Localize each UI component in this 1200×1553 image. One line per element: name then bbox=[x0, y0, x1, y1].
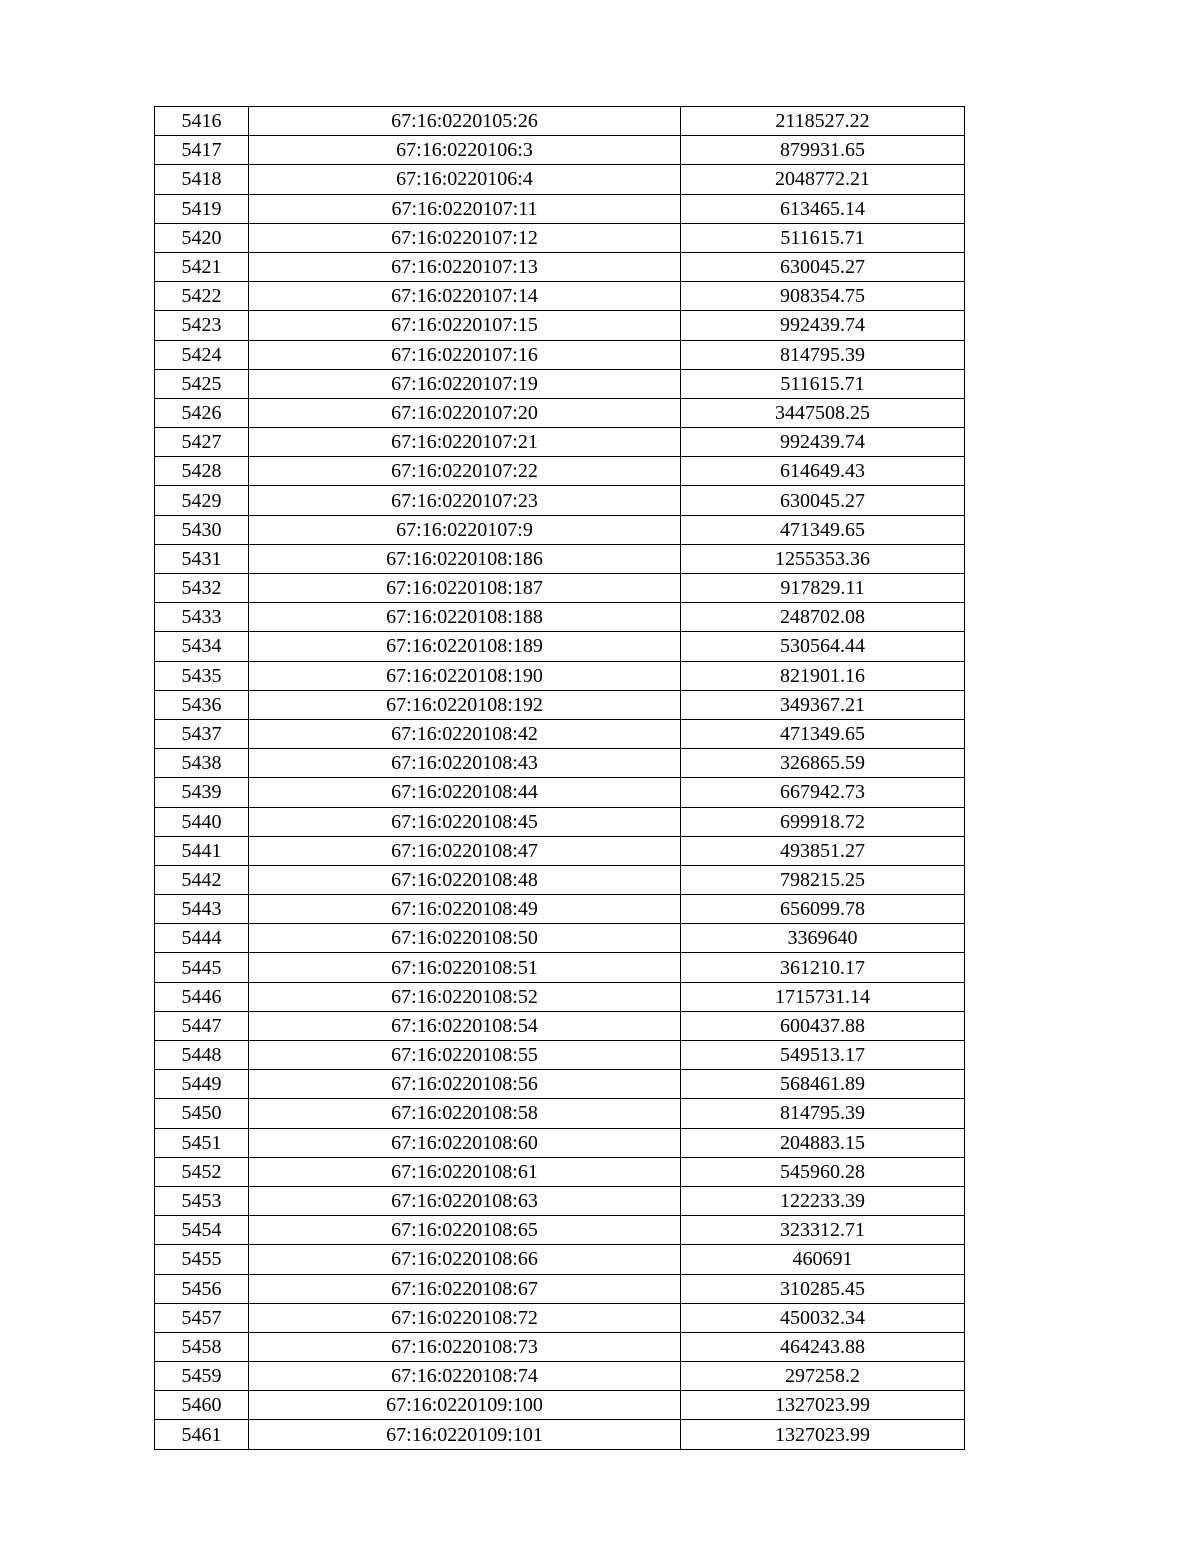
cadastral-value-cell: 471349.65 bbox=[681, 719, 965, 748]
cadastral-number-cell: 67:16:0220107:11 bbox=[249, 194, 681, 223]
cadastral-value-cell: 511615.71 bbox=[681, 223, 965, 252]
cadastral-number-cell: 67:16:0220107:21 bbox=[249, 428, 681, 457]
cadastral-number-cell: 67:16:0220107:20 bbox=[249, 398, 681, 427]
cadastral-number-cell: 67:16:0220107:12 bbox=[249, 223, 681, 252]
row-number-cell: 5444 bbox=[155, 924, 249, 953]
cadastral-number-cell: 67:16:0220109:100 bbox=[249, 1391, 681, 1420]
row-number-cell: 5452 bbox=[155, 1157, 249, 1186]
cadastral-value-cell: 992439.74 bbox=[681, 311, 965, 340]
table-row bbox=[155, 836, 965, 865]
table-row bbox=[155, 194, 965, 223]
row-number-cell: 5434 bbox=[155, 632, 249, 661]
row-number-cell: 5433 bbox=[155, 603, 249, 632]
cadastral-number-cell: 67:16:0220108:188 bbox=[249, 603, 681, 632]
cadastral-number-cell: 67:16:0220107:16 bbox=[249, 340, 681, 369]
cadastral-value-cell: 656099.78 bbox=[681, 895, 965, 924]
cadastral-value-cell: 630045.27 bbox=[681, 252, 965, 281]
cadastral-number-cell: 67:16:0220107:14 bbox=[249, 282, 681, 311]
cadastral-value-cell: 2048772.21 bbox=[681, 165, 965, 194]
cadastral-value-cell: 908354.75 bbox=[681, 282, 965, 311]
cadastral-value-cell: 814795.39 bbox=[681, 340, 965, 369]
cadastral-value-cell: 545960.28 bbox=[681, 1157, 965, 1186]
table-row bbox=[155, 1362, 965, 1391]
row-number-cell: 5422 bbox=[155, 282, 249, 311]
row-number-cell: 5448 bbox=[155, 1041, 249, 1070]
cadastral-number-cell: 67:16:0220109:101 bbox=[249, 1420, 681, 1449]
cadastral-number-cell: 67:16:0220108:48 bbox=[249, 865, 681, 894]
row-number-cell: 5427 bbox=[155, 428, 249, 457]
cadastral-number-cell: 67:16:0220107:9 bbox=[249, 515, 681, 544]
table-row bbox=[155, 865, 965, 894]
table-row bbox=[155, 544, 965, 573]
cadastral-number-cell: 67:16:0220108:45 bbox=[249, 807, 681, 836]
table-row bbox=[155, 223, 965, 252]
table-row bbox=[155, 165, 965, 194]
cadastral-number-cell: 67:16:0220108:56 bbox=[249, 1070, 681, 1099]
cadastral-value-cell: 1715731.14 bbox=[681, 982, 965, 1011]
cadastral-value-cell: 323312.71 bbox=[681, 1216, 965, 1245]
table-row bbox=[155, 982, 965, 1011]
cadastral-number-cell: 67:16:0220105:26 bbox=[249, 107, 681, 136]
table-row bbox=[155, 457, 965, 486]
row-number-cell: 5436 bbox=[155, 690, 249, 719]
table-row bbox=[155, 690, 965, 719]
cadastral-number-cell: 67:16:0220108:73 bbox=[249, 1332, 681, 1361]
table-row bbox=[155, 1041, 965, 1070]
table-row bbox=[155, 1157, 965, 1186]
table-row bbox=[155, 1128, 965, 1157]
cadastral-number-cell: 67:16:0220108:74 bbox=[249, 1362, 681, 1391]
table-row bbox=[155, 1391, 965, 1420]
cadastral-value-cell: 699918.72 bbox=[681, 807, 965, 836]
cadastral-value-cell: 613465.14 bbox=[681, 194, 965, 223]
cadastral-value-cell: 3369640 bbox=[681, 924, 965, 953]
table-row bbox=[155, 953, 965, 982]
cadastral-value-cell: 511615.71 bbox=[681, 369, 965, 398]
cadastral-value-table bbox=[154, 106, 965, 1450]
row-number-cell: 5417 bbox=[155, 136, 249, 165]
cadastral-value-cell: 361210.17 bbox=[681, 953, 965, 982]
table-row bbox=[155, 1011, 965, 1040]
table-row bbox=[155, 1332, 965, 1361]
row-number-cell: 5456 bbox=[155, 1274, 249, 1303]
cadastral-value-cell: 460691 bbox=[681, 1245, 965, 1274]
cadastral-value-cell: 3447508.25 bbox=[681, 398, 965, 427]
table-row bbox=[155, 428, 965, 457]
cadastral-number-cell: 67:16:0220108:52 bbox=[249, 982, 681, 1011]
row-number-cell: 5442 bbox=[155, 865, 249, 894]
cadastral-value-cell: 122233.39 bbox=[681, 1186, 965, 1215]
table-row bbox=[155, 398, 965, 427]
cadastral-number-cell: 67:16:0220107:23 bbox=[249, 486, 681, 515]
cadastral-number-cell: 67:16:0220108:60 bbox=[249, 1128, 681, 1157]
table-row bbox=[155, 661, 965, 690]
row-number-cell: 5443 bbox=[155, 895, 249, 924]
row-number-cell: 5435 bbox=[155, 661, 249, 690]
row-number-cell: 5437 bbox=[155, 719, 249, 748]
cadastral-value-cell: 310285.45 bbox=[681, 1274, 965, 1303]
cadastral-number-cell: 67:16:0220108:189 bbox=[249, 632, 681, 661]
cadastral-value-cell: 297258.2 bbox=[681, 1362, 965, 1391]
table-row bbox=[155, 574, 965, 603]
cadastral-value-cell: 1327023.99 bbox=[681, 1420, 965, 1449]
cadastral-number-cell: 67:16:0220108:66 bbox=[249, 1245, 681, 1274]
cadastral-value-cell: 917829.11 bbox=[681, 574, 965, 603]
row-number-cell: 5420 bbox=[155, 223, 249, 252]
row-number-cell: 5426 bbox=[155, 398, 249, 427]
cadastral-value-cell: 530564.44 bbox=[681, 632, 965, 661]
table-row bbox=[155, 369, 965, 398]
row-number-cell: 5453 bbox=[155, 1186, 249, 1215]
row-number-cell: 5425 bbox=[155, 369, 249, 398]
cadastral-number-cell: 67:16:0220108:67 bbox=[249, 1274, 681, 1303]
cadastral-value-cell: 1327023.99 bbox=[681, 1391, 965, 1420]
row-number-cell: 5447 bbox=[155, 1011, 249, 1040]
cadastral-value-cell: 349367.21 bbox=[681, 690, 965, 719]
cadastral-value-cell: 568461.89 bbox=[681, 1070, 965, 1099]
row-number-cell: 5449 bbox=[155, 1070, 249, 1099]
table-row bbox=[155, 1186, 965, 1215]
cadastral-number-cell: 67:16:0220108:43 bbox=[249, 749, 681, 778]
cadastral-number-cell: 67:16:0220108:65 bbox=[249, 1216, 681, 1245]
row-number-cell: 5424 bbox=[155, 340, 249, 369]
table-row bbox=[155, 252, 965, 281]
row-number-cell: 5451 bbox=[155, 1128, 249, 1157]
cadastral-number-cell: 67:16:0220108:63 bbox=[249, 1186, 681, 1215]
cadastral-value-cell: 549513.17 bbox=[681, 1041, 965, 1070]
row-number-cell: 5418 bbox=[155, 165, 249, 194]
row-number-cell: 5461 bbox=[155, 1420, 249, 1449]
row-number-cell: 5441 bbox=[155, 836, 249, 865]
cadastral-value-cell: 798215.25 bbox=[681, 865, 965, 894]
cadastral-value-cell: 493851.27 bbox=[681, 836, 965, 865]
cadastral-value-cell: 614649.43 bbox=[681, 457, 965, 486]
row-number-cell: 5459 bbox=[155, 1362, 249, 1391]
cadastral-number-cell: 67:16:0220108:187 bbox=[249, 574, 681, 603]
table-row bbox=[155, 1274, 965, 1303]
table-row bbox=[155, 749, 965, 778]
cadastral-number-cell: 67:16:0220108:49 bbox=[249, 895, 681, 924]
cadastral-number-cell: 67:16:0220108:190 bbox=[249, 661, 681, 690]
cadastral-number-cell: 67:16:0220108:55 bbox=[249, 1041, 681, 1070]
cadastral-number-cell: 67:16:0220107:13 bbox=[249, 252, 681, 281]
table-row bbox=[155, 807, 965, 836]
cadastral-number-cell: 67:16:0220108:51 bbox=[249, 953, 681, 982]
row-number-cell: 5460 bbox=[155, 1391, 249, 1420]
table-row bbox=[155, 719, 965, 748]
cadastral-number-cell: 67:16:0220107:15 bbox=[249, 311, 681, 340]
row-number-cell: 5458 bbox=[155, 1332, 249, 1361]
row-number-cell: 5455 bbox=[155, 1245, 249, 1274]
cadastral-value-cell: 326865.59 bbox=[681, 749, 965, 778]
row-number-cell: 5439 bbox=[155, 778, 249, 807]
table-row bbox=[155, 1420, 965, 1449]
cadastral-number-cell: 67:16:0220106:4 bbox=[249, 165, 681, 194]
cadastral-number-cell: 67:16:0220108:54 bbox=[249, 1011, 681, 1040]
cadastral-number-cell: 67:16:0220108:72 bbox=[249, 1303, 681, 1332]
row-number-cell: 5431 bbox=[155, 544, 249, 573]
row-number-cell: 5423 bbox=[155, 311, 249, 340]
table-row bbox=[155, 311, 965, 340]
table-row bbox=[155, 632, 965, 661]
cadastral-value-cell: 464243.88 bbox=[681, 1332, 965, 1361]
cadastral-value-cell: 204883.15 bbox=[681, 1128, 965, 1157]
table-row bbox=[155, 107, 965, 136]
cadastral-value-cell: 248702.08 bbox=[681, 603, 965, 632]
table-row bbox=[155, 895, 965, 924]
row-number-cell: 5454 bbox=[155, 1216, 249, 1245]
cadastral-value-cell: 814795.39 bbox=[681, 1099, 965, 1128]
cadastral-value-cell: 2118527.22 bbox=[681, 107, 965, 136]
row-number-cell: 5416 bbox=[155, 107, 249, 136]
row-number-cell: 5440 bbox=[155, 807, 249, 836]
row-number-cell: 5430 bbox=[155, 515, 249, 544]
cadastral-number-cell: 67:16:0220108:42 bbox=[249, 719, 681, 748]
table-row bbox=[155, 1216, 965, 1245]
cadastral-value-cell: 450032.34 bbox=[681, 1303, 965, 1332]
table-row bbox=[155, 924, 965, 953]
cadastral-number-cell: 67:16:0220108:44 bbox=[249, 778, 681, 807]
row-number-cell: 5446 bbox=[155, 982, 249, 1011]
row-number-cell: 5429 bbox=[155, 486, 249, 515]
cadastral-number-cell: 67:16:0220106:3 bbox=[249, 136, 681, 165]
cadastral-value-cell: 667942.73 bbox=[681, 778, 965, 807]
table-row bbox=[155, 1070, 965, 1099]
cadastral-number-cell: 67:16:0220108:186 bbox=[249, 544, 681, 573]
row-number-cell: 5457 bbox=[155, 1303, 249, 1332]
row-number-cell: 5428 bbox=[155, 457, 249, 486]
cadastral-value-cell: 1255353.36 bbox=[681, 544, 965, 573]
table-row bbox=[155, 486, 965, 515]
row-number-cell: 5421 bbox=[155, 252, 249, 281]
cadastral-value-cell: 821901.16 bbox=[681, 661, 965, 690]
cadastral-value-cell: 630045.27 bbox=[681, 486, 965, 515]
row-number-cell: 5432 bbox=[155, 574, 249, 603]
table-row bbox=[155, 515, 965, 544]
row-number-cell: 5438 bbox=[155, 749, 249, 778]
table-row bbox=[155, 1303, 965, 1332]
cadastral-number-cell: 67:16:0220108:61 bbox=[249, 1157, 681, 1186]
cadastral-number-cell: 67:16:0220107:19 bbox=[249, 369, 681, 398]
row-number-cell: 5419 bbox=[155, 194, 249, 223]
row-number-cell: 5450 bbox=[155, 1099, 249, 1128]
table-row bbox=[155, 340, 965, 369]
row-number-cell: 5445 bbox=[155, 953, 249, 982]
table-row bbox=[155, 1245, 965, 1274]
cadastral-number-cell: 67:16:0220108:192 bbox=[249, 690, 681, 719]
cadastral-number-cell: 67:16:0220108:58 bbox=[249, 1099, 681, 1128]
cadastral-number-cell: 67:16:0220108:50 bbox=[249, 924, 681, 953]
table-row bbox=[155, 136, 965, 165]
table-row bbox=[155, 1099, 965, 1128]
table-row bbox=[155, 282, 965, 311]
cadastral-number-cell: 67:16:0220108:47 bbox=[249, 836, 681, 865]
cadastral-value-cell: 992439.74 bbox=[681, 428, 965, 457]
cadastral-value-cell: 471349.65 bbox=[681, 515, 965, 544]
cadastral-value-cell: 879931.65 bbox=[681, 136, 965, 165]
table-row bbox=[155, 778, 965, 807]
table-body bbox=[155, 107, 965, 1450]
table-row bbox=[155, 603, 965, 632]
cadastral-value-cell: 600437.88 bbox=[681, 1011, 965, 1040]
cadastral-number-cell: 67:16:0220107:22 bbox=[249, 457, 681, 486]
